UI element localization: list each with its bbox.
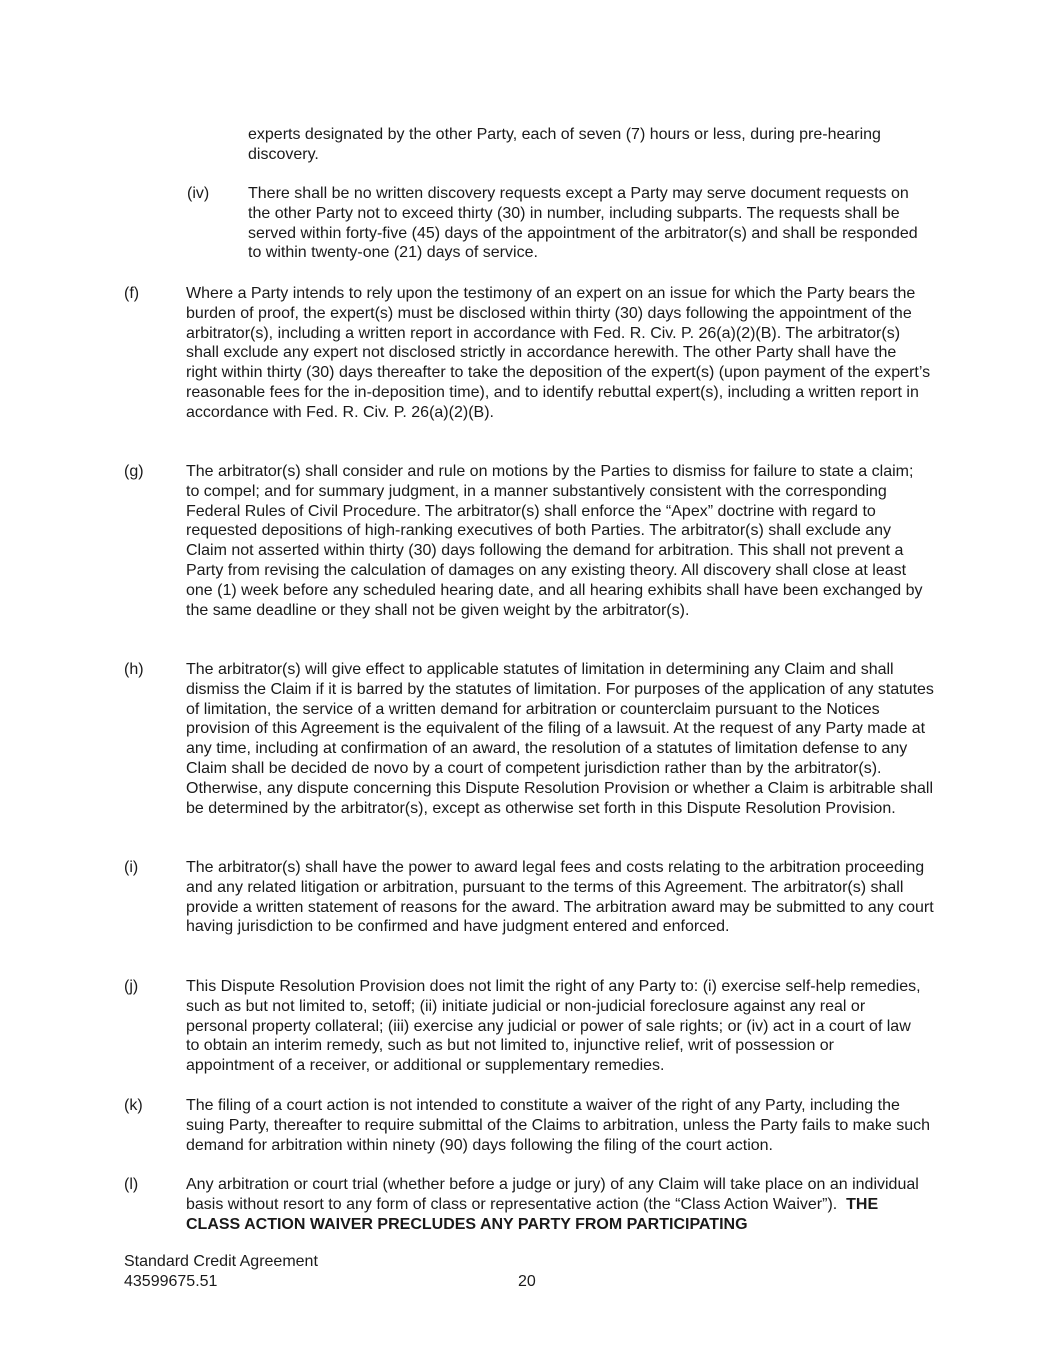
subitem-label-iv: (iv) — [187, 185, 210, 202]
item-paragraph-g: The arbitrator(s) shall consider and rule on motions by the Parties to dismiss for failure to state a claim; to compel; and for summary judgment, in a manner substantively consistent with the corresponding Federal Rules of Civil Procedure. The arbitrator(s) shall enforce the “Apex” doctrine with regard to requested depositions of high-ranking executives of both Parties. The arbitrator(s) shall exclude any Claim not asserted within thirty (30) days following the demand for arbitration. This shall not prevent a Party from revising the calculation of damages on any existing theory. All discovery shall close at least one (1) week before any scheduled hearing date, and all hearing exhibits shall have been exchanged by the same deadline or they shall not be given weight by the arbitrator(s). — [186, 463, 923, 619]
continuation-paragraph: experts designated by the other Party, each of seven (7) hours or less, during pre-hearing discovery. — [248, 126, 881, 163]
footer-document-title: Standard Credit Agreement — [124, 1253, 318, 1270]
item-label-j: (j) — [124, 978, 139, 995]
item-label-g: (g) — [124, 463, 144, 480]
item-label-i: (i) — [124, 859, 139, 876]
item-paragraph-k: The filing of a court action is not intended to constitute a waiver of the right of any Party, including the suing Party, thereafter to require submittal of the Claims to arbitration, unless the Party fails to make such demand for arbitration within ninety (90) days following the filing of the court action. — [186, 1097, 931, 1154]
item-paragraph-f: Where a Party intends to rely upon the testimony of an expert on an issue for which the Party bears the burden of proof, the expert(s) must be disclosed within thirty (30) days following the appointment of the arbitrator(s), including a written report in accordance with Fed. R. Civ. P. 26(a)(2)(B). The arbitrator(s) shall exclude any expert not disclosed strictly in accordance herewith. The other Party shall have the right within thirty (30) days thereafter to take the deposition of the expert(s) (upon payment of the expert’s reasonable fees for the in-deposition time), and to identify rebuttal expert(s), including a written report in accordance with Fed. R. Civ. P. 26(a)(2)(B). — [186, 285, 931, 421]
item-paragraph-h: The arbitrator(s) will give effect to applicable statutes of limitation in determining any Claim and shall dismiss the Claim if it is barred by the statutes of limitation. For purposes of the application of any statutes of limitation, the service of a written demand for arbitration or counterclaim pursuant to the Notices provision of this Agreement is the equivalent of the filing of a lawsuit. At the request of any Party made at any time, including at confirmation of an award, the resolution of a statutes of limitation defense to any Claim shall be decided de novo by a court of competent jurisdiction rather than by the arbitrator(s). Otherwise, any dispute concerning this Dispute Resolution Provision or whether a Claim is arbitrable shall be determined by the arbitrator(s), except as otherwise set forth in this Dispute Resolution Provision. — [186, 661, 934, 817]
item-paragraph-i: The arbitrator(s) shall have the power to award legal fees and costs relating to the arbitration proceeding and any related litigation or arbitration, pursuant to the terms of this Agreement. The arbitrator(s) shall provide a written statement of reasons for the award. The arbitration award may be submitted to any court having jurisdiction to be confirmed and have judgment entered and enforced. — [186, 859, 934, 936]
item-label-l: (l) — [124, 1176, 139, 1193]
item-paragraph-l-text: Any arbitration or court trial (whether before a judge or jury) of any Claim will take place on an individual basis without resort to any form of class or representative action (the “Class Action Waiver”). — [186, 1176, 919, 1213]
item-paragraph-j: This Dispute Resolution Provision does not limit the right of any Party to: (i) exercise self-help remedies, such as but not limited to, setoff; (ii) initiate judicial or non-judicial foreclosure against any real or personal property collateral; (iii) exercise any judicial or power of sale rights; or (iv) act in a court of law to obtain an interim remedy, such as but not limited to, injunctive relief, writ of possession or appointment of a receiver, or additional or supplementary remedies. — [186, 978, 921, 1075]
item-label-h: (h) — [124, 661, 144, 678]
footer-document-id: 43599675.51 — [124, 1273, 218, 1290]
item-paragraph-l — [186, 1175, 934, 1234]
subitem-paragraph-iv: There shall be no written discovery requests except a Party may serve document requests on the other Party not to exceed thirty (30) in number, including subparts. The requests shall be served within forty-five (45) days of the appointment of the arbitrator(s) and shall be responded to within twenty-one (21) days of service. — [248, 185, 918, 262]
footer-page-number: 20 — [518, 1273, 536, 1290]
class-action-waiver-bold: THE CLASS ACTION WAIVER PRECLUDES ANY PARTY FROM PARTICIPATING — [186, 1195, 879, 1233]
item-label-f: (f) — [124, 285, 140, 302]
item-label-k: (k) — [124, 1097, 143, 1114]
